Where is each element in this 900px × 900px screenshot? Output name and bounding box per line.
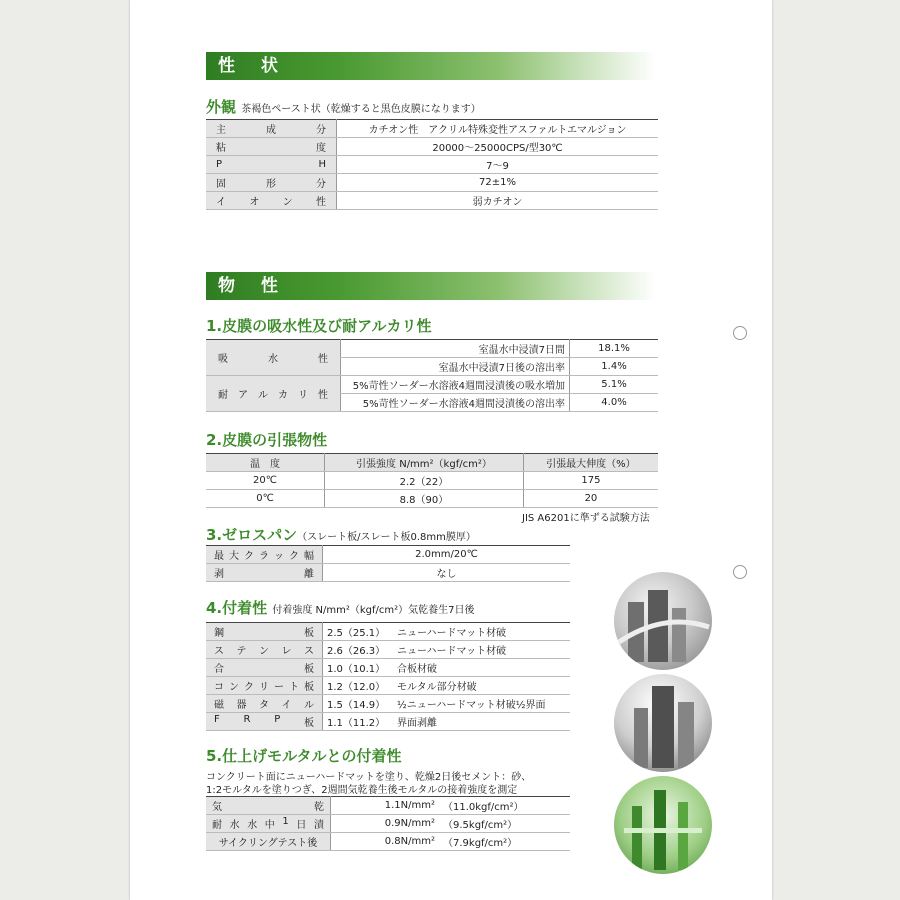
failure-mode: ニューハードマット材破 (393, 623, 570, 641)
row-label (206, 623, 323, 641)
s4-title: 4.付着性 (206, 599, 268, 617)
row-label (206, 815, 331, 833)
s2-table (206, 453, 658, 508)
table-row (206, 797, 570, 815)
failure-mode: ½ニューハードマット材破½界面 (393, 695, 570, 713)
adhesion-value: 2.6（26.3） (323, 641, 394, 659)
strength-kgf: （11.0kgf/cm²） (439, 797, 570, 815)
failure-mode: ニューハードマット材破 (393, 641, 570, 659)
s1-table (206, 339, 658, 412)
header-row (206, 454, 658, 472)
failure-mode: 界面剥離 (393, 713, 570, 731)
table-row (206, 340, 658, 358)
appearance-line (206, 96, 481, 117)
s3-title-line (206, 524, 476, 545)
label-text: 磁 器 タ イ ル (214, 700, 314, 711)
label-text: 吸 水 性 (218, 354, 328, 365)
column-header: 温 度 (206, 454, 325, 472)
label-text: 固 形 分 (216, 179, 326, 190)
s3-subtitle: （スレート板/スレート板0.8mm膜厚） (297, 532, 476, 543)
label-text: 鋼 板 (214, 628, 314, 639)
section-banner-physical: 物 性 (206, 272, 656, 300)
table-row (206, 138, 658, 156)
binder-hole (733, 326, 747, 340)
property-label (206, 174, 337, 192)
table-cell: 20℃ (206, 472, 325, 490)
section-banner-properties: 性 状 (206, 52, 656, 80)
table-row (206, 472, 658, 490)
table-cell: 2.2（22） (325, 472, 524, 490)
label-text: 粘 度 (216, 143, 326, 154)
property-label (206, 156, 337, 174)
failure-mode: 合板材破 (393, 659, 570, 677)
adhesion-value: 1.2（12.0） (323, 677, 394, 695)
table-row (206, 546, 570, 564)
column-header: 引張強度 N/mm²（kgf/cm²） (325, 454, 524, 472)
test-name: 室温水中浸漬7日後の溶出率 (341, 358, 570, 376)
strength-si: 0.9N/mm² (331, 815, 440, 833)
test-name: 5%苛性ソーダー水溶液4週間浸漬後の溶出率 (341, 394, 570, 412)
property-label (206, 192, 337, 210)
strength-si: 1.1N/mm² (331, 797, 440, 815)
property-label (206, 138, 337, 156)
row-label (206, 797, 331, 815)
adhesion-value: 2.5（25.1） (323, 623, 394, 641)
label-text: 合 板 (214, 664, 314, 675)
row-label (206, 659, 323, 677)
label-text: P H (216, 159, 326, 170)
adhesion-value: 1.1（11.2） (323, 713, 394, 731)
table-row (206, 192, 658, 210)
building-photo-3 (614, 776, 712, 874)
property-value: 7～9 (337, 156, 659, 174)
s5-title: 5.仕上げモルタルとの付着性 (206, 747, 402, 765)
property-value: 弱カチオン (337, 192, 659, 210)
label-text: コ ン ク リ ー ト 板 (214, 682, 314, 693)
table-row (206, 695, 570, 713)
strength-si: 0.8N/mm² (331, 833, 440, 851)
table-cell: 8.8（90） (325, 490, 524, 508)
group-label (206, 376, 341, 412)
adhesion-value: 1.5（14.9） (323, 695, 394, 713)
label-text: 気 乾 (212, 802, 324, 813)
table-row (206, 833, 570, 851)
row-label (206, 833, 331, 851)
s2-note: JIS A6201に準ずる試験方法 (522, 513, 650, 524)
building-photo-1 (614, 572, 712, 670)
building-photo-2 (614, 674, 712, 772)
label-text: 耐 ア ル カ リ 性 (218, 390, 328, 401)
test-value: 18.1% (570, 340, 659, 358)
test-value: 4.0% (570, 394, 659, 412)
row-label (206, 713, 323, 731)
label-text: 主 成 分 (216, 125, 326, 136)
s5-desc1: コンクリート面にニューハードマットを塗り、乾燥2日後セメント：砂、 (206, 772, 532, 783)
table-cell: 175 (523, 472, 658, 490)
row-label (206, 564, 323, 582)
strength-kgf: （9.5kgf/cm²） (439, 815, 570, 833)
property-value: 20000～25000CPS/型30℃ (337, 138, 659, 156)
failure-mode: モルタル部分材破 (393, 677, 570, 695)
row-label (206, 677, 323, 695)
table-row (206, 677, 570, 695)
table-cell: 0℃ (206, 490, 325, 508)
row-label (206, 641, 323, 659)
s5-table (206, 796, 570, 851)
row-label (206, 695, 323, 713)
appearance-label: 外観 (206, 98, 237, 116)
test-name: 室温水中浸漬7日間 (341, 340, 570, 358)
s3-title: 3.ゼロスパン (206, 526, 298, 544)
table-row (206, 564, 570, 582)
appearance-text: 茶褐色ペースト状（乾燥すると黒色皮膜になります） (241, 104, 481, 115)
table-row (206, 659, 570, 677)
table-row (206, 713, 570, 731)
adhesion-value: 1.0（10.1） (323, 659, 394, 677)
table-row (206, 156, 658, 174)
table-row (206, 174, 658, 192)
strength-kgf: （7.9kgf/cm²） (439, 833, 570, 851)
label-text: 最 大 ク ラ ッ ク 幅 (214, 551, 314, 562)
row-value: 2.0mm/20℃ (323, 546, 571, 564)
label-text: ス テ ン レ ス (214, 646, 314, 657)
label-text: サイクリングテスト後 (218, 838, 318, 849)
binder-hole (733, 565, 747, 579)
s4-table (206, 622, 570, 731)
column-header: 引張最大伸度（%） (523, 454, 658, 472)
table-row (206, 623, 570, 641)
property-label (206, 120, 337, 138)
test-name: 5%苛性ソーダー水溶液4週間浸漬後の吸水増加 (341, 376, 570, 394)
table-cell: 20 (523, 490, 658, 508)
table-row (206, 120, 658, 138)
group-label (206, 340, 341, 376)
properties-table (206, 119, 658, 210)
label-text: F R P 板 (214, 714, 314, 729)
label-text: 耐 水 水 中 1 日 漬 (212, 816, 324, 831)
s3-table (206, 545, 570, 582)
table-row (206, 376, 658, 394)
s4-subtitle: 付着強度 N/mm²（kgf/cm²）気乾養生7日後 (272, 605, 475, 616)
row-value: なし (323, 564, 571, 582)
row-label (206, 546, 323, 564)
property-value: 72±1% (337, 174, 659, 192)
table-row (206, 641, 570, 659)
test-value: 1.4% (570, 358, 659, 376)
table-row (206, 815, 570, 833)
label-text: イ オ ン 性 (216, 197, 326, 208)
s5-desc2: 1:2モルタルを塗りつぎ、2週間気乾養生後モルタルの接着強度を測定 (206, 785, 518, 796)
test-value: 5.1% (570, 376, 659, 394)
property-value: カチオン性 アクリル特殊変性アスファルトエマルジョン (337, 120, 659, 138)
table-row (206, 490, 658, 508)
s1-title: 1.皮膜の吸水性及び耐アルカリ性 (206, 317, 432, 335)
s4-title-line (206, 597, 475, 618)
label-text: 剥 離 (214, 569, 314, 580)
s2-title: 2.皮膜の引張物性 (206, 431, 328, 449)
